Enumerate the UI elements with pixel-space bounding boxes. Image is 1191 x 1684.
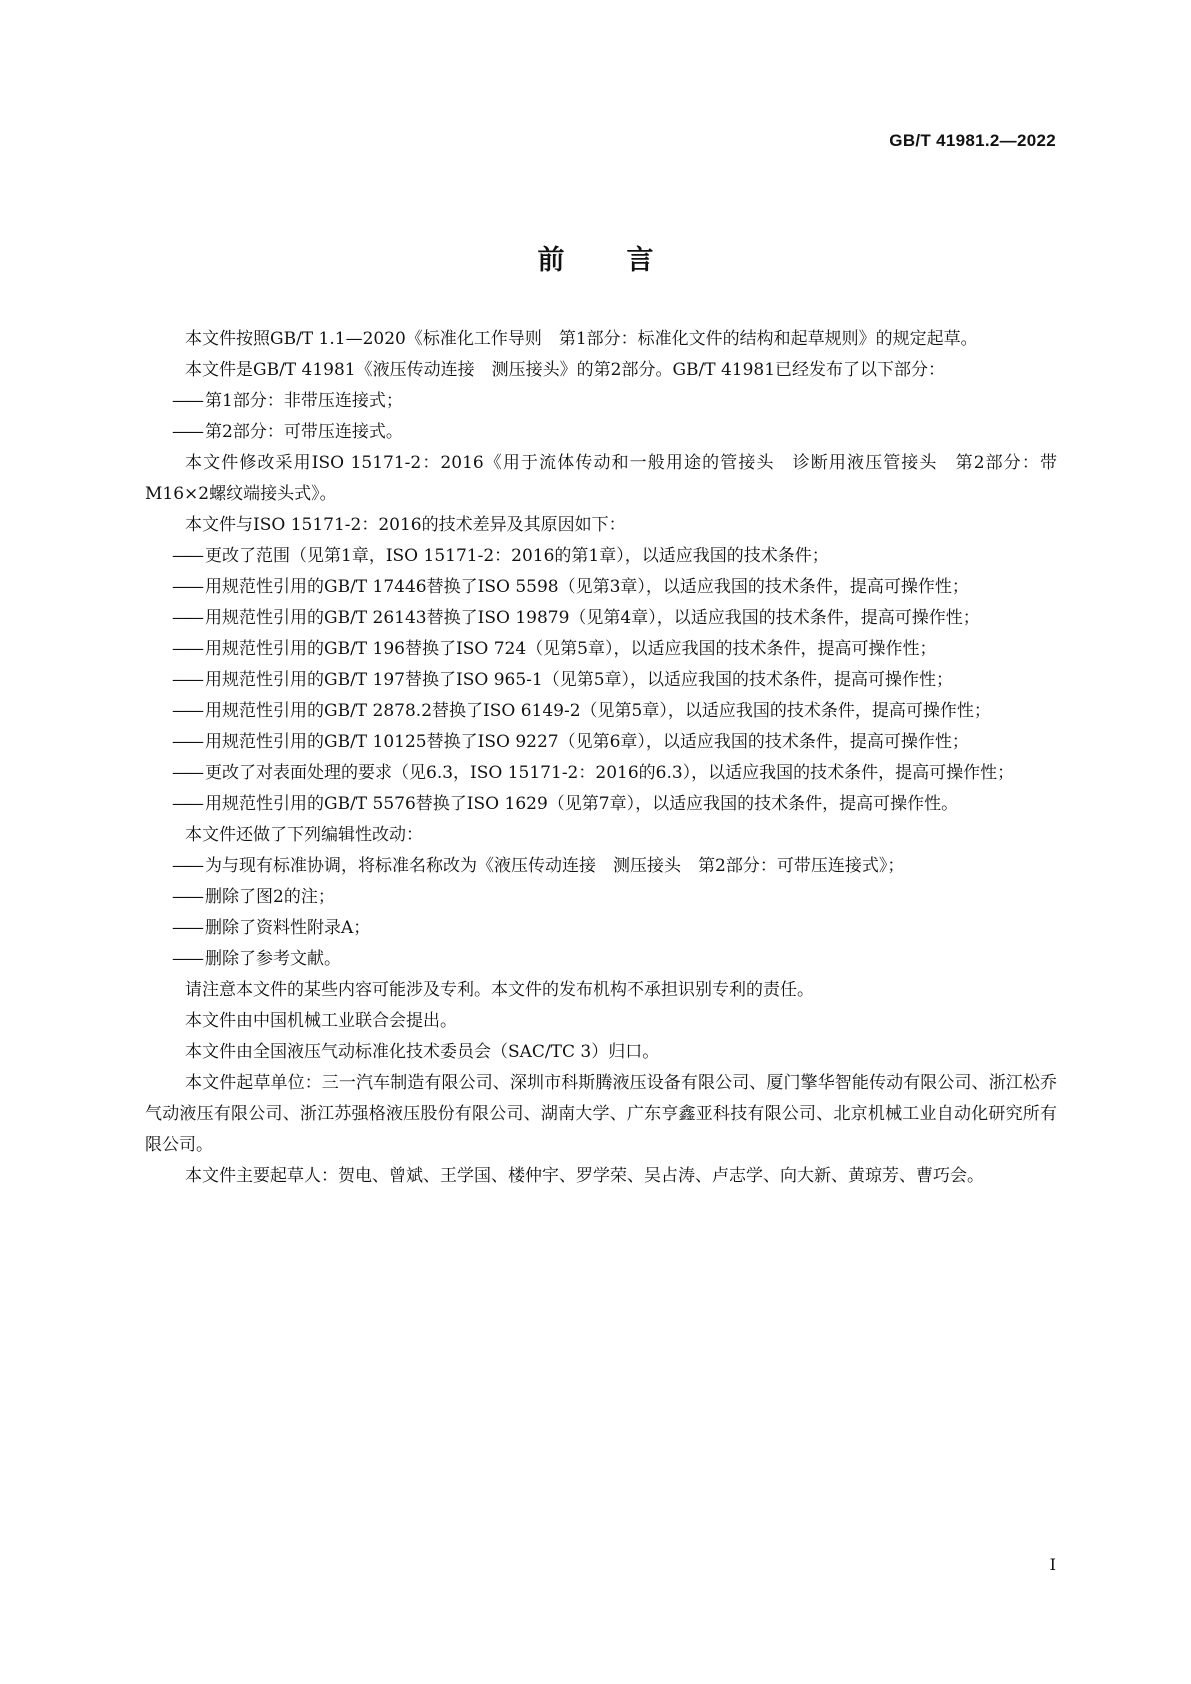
foreword-body [145,324,1057,1192]
page-title: 前言 [537,245,716,276]
paragraph: 本文件按照GB/T 1.1—2020《标准化工作导则 第1部分：标准化文件的结构和起草规则》的规定起草。 [185,329,978,349]
list-item: —— 删除了参考文献。 [145,944,1057,975]
list-item: —— 第2部分：可带压连接式。 [145,417,1057,448]
list-item: —— 第1部分：非带压连接式； [145,386,1057,417]
paragraph: 请注意本文件的某些内容可能涉及专利。本文件的发布机构不承担识别专利的责任。 [185,980,814,1000]
list-item: —— 用规范性引用的GB/T 196替换了ISO 724（见第5章），以适应我国的技术条件，提高可操作性； [145,634,1057,665]
list-item: —— 用规范性引用的GB/T 26143替换了ISO 19879（见第4章），以适应我国的技术条件，提高可操作性； [145,603,1057,634]
list-item: —— 为与现有标准协调，将标准名称改为《液压传动连接 测压接头 第2部分：可带压连接式》； [145,851,1057,882]
list-item: —— 用规范性引用的GB/T 10125替换了ISO 9227（见第6章），以适应我国的技术条件，提高可操作性； [145,727,1057,758]
paragraph: 本文件主要起草人：贺电、曾斌、王学国、楼仲宇、罗学荣、吴占涛、卢志学、向大新、黄琼芳、曹巧会。 [185,1166,984,1186]
list-item: —— 更改了范围（见第1章，ISO 15171-2：2016的第1章），以适应我国的技术条件； [145,541,1057,572]
list-item: —— 更改了对表面处理的要求（见6.3，ISO 15171-2：2016的6.3），以适应我国的技术条件，提高可操作性； [145,758,1057,789]
standard-number: GB/T 41981.2—2022 [889,131,1056,150]
list-item: —— 用规范性引用的GB/T 197替换了ISO 965-1（见第5章），以适应我国的技术条件，提高可操作性； [145,665,1057,696]
paragraph: 本文件由全国液压气动标准化技术委员会（SAC/TC 3）归口。 [185,1042,660,1062]
paragraph: 本文件与ISO 15171-2：2016的技术差异及其原因如下： [185,515,626,535]
paragraph: 本文件起草单位：三一汽车制造有限公司、深圳市科斯腾液压设备有限公司、厦门擎华智能传动有限公司、浙江松乔气动液压有限公司、浙江苏强格液压股份有限公司、湖南大学、广东亨鑫亚科技有限公司、北京机械工业自动化研究所有限公司。 [145,1073,1057,1155]
page-number: I [1049,1555,1056,1574]
list-item: —— 删除了图2的注； [145,882,1057,913]
list-item: —— 删除了资料性附录A； [145,913,1057,944]
list-item: —— 用规范性引用的GB/T 2878.2替换了ISO 6149-2（见第5章），以适应我国的技术条件，提高可操作性； [145,696,1057,727]
list-item: —— 用规范性引用的GB/T 5576替换了ISO 1629（见第7章），以适应我国的技术条件，提高可操作性。 [145,789,1057,820]
paragraph: 本文件是GB/T 41981《液压传动连接 测压接头》的第2部分。GB/T 41981已经发布了以下部分： [185,360,946,380]
paragraph: 本文件由中国机械工业联合会提出。 [185,1011,457,1031]
paragraph: 本文件修改采用ISO 15171-2：2016《用于流体传动和一般用途的管接头 诊断用液压管接头 第2部分：带M16×2螺纹端接头式》。 [145,453,1057,504]
list-item: —— 用规范性引用的GB/T 17446替换了ISO 5598（见第3章），以适应我国的技术条件，提高可操作性； [145,572,1057,603]
paragraph: 本文件还做了下列编辑性改动： [185,825,423,845]
